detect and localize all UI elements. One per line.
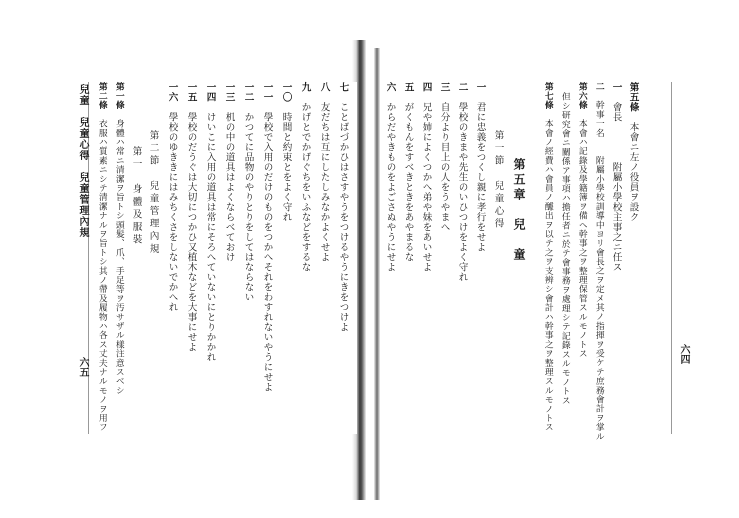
- text-column: 第二條 衣服ハ質素ニシテ清潔ナルヲ旨トシ其ノ帶及履物ハ各ス丈夫ナルモノヲ用フ: [96, 82, 107, 432]
- text-column: 七 ことばづかひはさすやうをつけるやうにきをつけよ: [337, 82, 349, 332]
- text-column: 第五條 本會ニ左ノ役員ヲ設ク: [627, 82, 639, 222]
- text-column: 三 自分より目上の人をうやまへ: [438, 82, 450, 232]
- text-column: 一 君に忠義をつくし親に孝行をせよ: [474, 82, 486, 252]
- text-column: 九 かげとでかげぐちをいふなどをするな: [299, 82, 311, 272]
- text-column: 一一 學校で入用のだけのものをつかへそれをわすれないやうにせよ: [261, 82, 273, 392]
- text-column: 第七條 本會ノ經費ハ會員ノ醵出ヲ以テ之ヲ支辨シ會計ハ幹事之ヲ整理スルモノトス: [542, 82, 553, 432]
- text-column: 五 がくもんをすべきときをあやまるな: [402, 82, 414, 262]
- text-column: 第六條 本會ハ記錄及學籍簿ヲ備ヘ幹事之ヲ整理保管スルモノトス: [576, 82, 587, 359]
- page-left: [88, 82, 357, 434]
- text-column: 二 幹事一名 附屬小學校訓導中ヨリ會長之ヲ定メ其ノ指揮ヲ受ケテ庶務會計ヲ掌ル: [593, 82, 604, 441]
- text-column: 第一條 身體ハ常ニ清潔ヲ旨トシ頭髮、爪、手足等ヲ汚サザル樣注意スベシ: [113, 82, 124, 395]
- chapter-heading: 第五章 兒 童: [512, 158, 526, 263]
- running-head: 兒童 兒童心得 兒童管理內規: [77, 84, 88, 238]
- section-heading: 第二節 兒童管理內規: [147, 130, 159, 256]
- text-column: 一三 机の中の道具はよくならべておけ: [223, 82, 235, 262]
- text-column: 一四 けいこに入用の道具は常にそろへていないにとりかかれ: [204, 82, 216, 362]
- text-column: 一 會長 附屬小學校主事之ニ任ス: [610, 82, 622, 272]
- page-number: 六四: [678, 344, 689, 364]
- text-column: 四 兄や姉によくつかへ弟や妹をあいせよ: [420, 82, 432, 272]
- text-column: 一〇 時間と約束とをよく守れ: [280, 82, 292, 222]
- subsection-heading: 第一 身體及服裝: [130, 146, 142, 247]
- text-column: 一六 學校のゆききにはみちくさをしないでかへれ: [166, 82, 178, 312]
- book-gutter: [374, 48, 380, 500]
- text-column: 但シ研究會ニ關係ア事項ハ擔任者ニ於テ會事務ヲ處理シテ記錄スルモノトス: [559, 92, 570, 405]
- section-heading: 第一節 兒童心得: [492, 130, 504, 231]
- page-right: [383, 82, 672, 441]
- text-column: 一五 學校のだうぐは大切につかひ又植木などを大事にせよ: [185, 82, 197, 352]
- text-column: 二 學校のきまや先生のいひつけをよく守れ: [456, 82, 468, 282]
- page-number: 六五: [77, 357, 88, 377]
- text-column: 八 友だちは互にしたしみなかよくせよ: [318, 82, 330, 262]
- text-column: 六 からだやきものをよごさぬやうにせよ: [384, 82, 396, 272]
- text-column: 一二 かつてに品物のやりとりをしてはならない: [242, 82, 254, 302]
